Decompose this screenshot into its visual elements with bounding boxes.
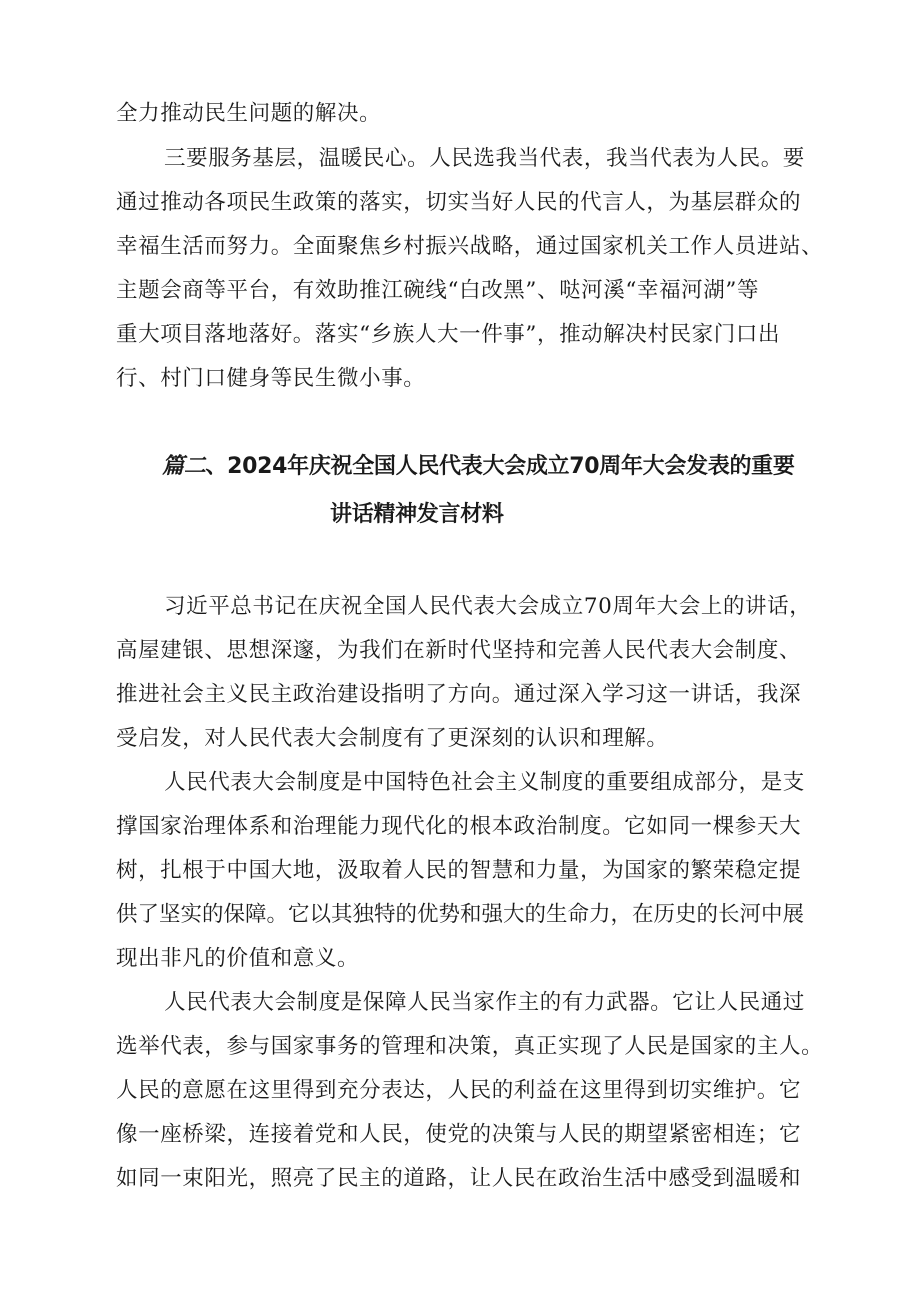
- body-line: 高屋建银、思想深邃，为我们在新时代坚持和完善人民代表大会制度、: [116, 638, 802, 663]
- body-line: 通过推动各项民生政策的落实，切实当好人民的代言人，为基层群众的: [116, 190, 802, 215]
- body-line: 主题会商等平台，有效助推江碗线“白改黑”、哒河溪“幸福河湖”等: [116, 278, 760, 303]
- body-line: 全力推动民生问题的解决。: [116, 101, 382, 126]
- body-line: 供了坚实的保障。它以其独特的优势和强大的生命力，在历史的长河中展: [116, 902, 805, 927]
- body-line: 三要服务基层，温暖民心。人民选我当代表，我当代表为人民。要: [164, 146, 805, 171]
- body-line: 习近平总书记在庆祝全国人民代表大会成立70周年大会上的讲话，: [164, 594, 812, 619]
- body-line: 行、村门口健身等民生微小事。: [116, 366, 426, 391]
- body-line: 人民代表大会制度是中国特色社会主义制度的重要组成部分，是支: [164, 770, 805, 795]
- body-line: 像一座桥梁，连接着党和人民，使党的决策与人民的期望紧密相连；它: [116, 1122, 802, 1147]
- body-line: 幸福生活而努力。全面聚焦乡村振兴战略，通过国家机关工作人员进站、: [116, 234, 824, 259]
- body-line: 人民代表大会制度是保障人民当家作主的有力武器。它让人民通过: [164, 990, 805, 1015]
- body-line: 推进社会主义民主政治建设指明了方向。通过深入学习这一讲话，我深: [116, 682, 802, 707]
- body-line: 人民的意愿在这里得到充分表达，人民的利益在这里得到切实维护。它: [116, 1078, 802, 1103]
- body-line: 撑国家治理体系和治理能力现代化的根本政治制度。它如同一棵参天大: [116, 814, 802, 839]
- body-line: 选举代表，参与国家事务的管理和决策，真正实现了人民是国家的主人。: [116, 1034, 824, 1059]
- heading-prefix: 篇二: [162, 454, 206, 479]
- section-heading-line-1: [162, 452, 795, 482]
- heading-title: 、2024年庆祝全国人民代表大会成立70周年大会发表的重要: [205, 454, 795, 479]
- body-line: 树，扎根于中国大地，汲取着人民的智慧和力量，为国家的繁荣稳定提: [116, 858, 802, 883]
- body-line: 如同一束阳光，照亮了民主的道路，让人民在政治生活中感受到温暖和: [116, 1166, 802, 1191]
- body-line: 受启发，对人民代表大会制度有了更深刻的认识和理解。: [116, 726, 669, 751]
- section-heading-line-2: 讲话精神发言材料: [330, 502, 504, 527]
- body-line: 重大项目落地落好。落实“乡族人大一件事”，推动解决村民家门口出: [116, 322, 781, 347]
- body-line: 现出非凡的价值和意义。: [116, 946, 360, 971]
